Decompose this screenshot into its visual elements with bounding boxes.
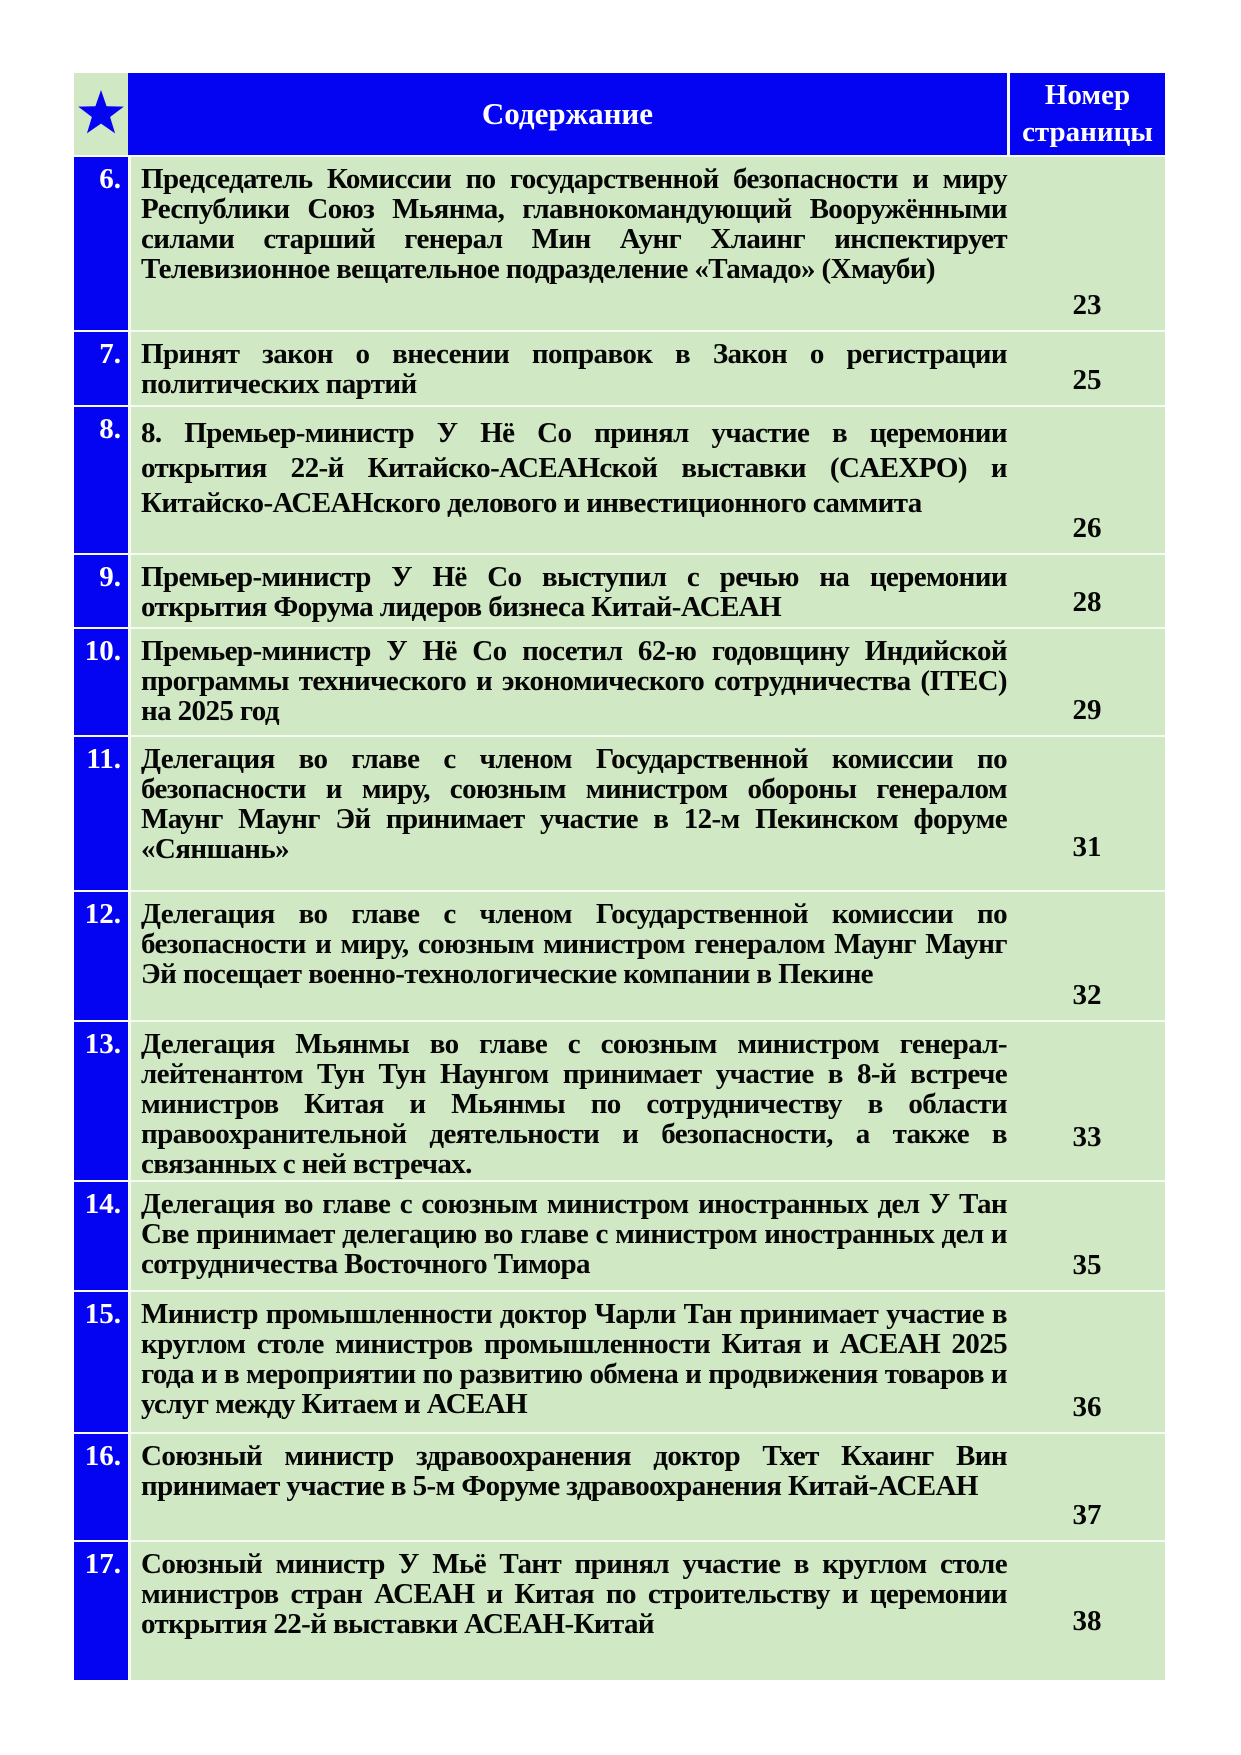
toc-row — [74, 1180, 1165, 1290]
toc-entry-text: Председатель Комиссии по государственной безопасности и миру Республики Союз Мьянма, главнокомандующий Вооружёнными силами старший генерал Мин Аунг Хлаинг инспектирует Телевизионное вещательное подразделение «Тамадо» (Хмауби) — [141, 163, 1007, 285]
toc-row — [74, 155, 1165, 330]
page-number: 35 — [1072, 1249, 1102, 1281]
entry-number: 9. — [74, 555, 128, 627]
toc-entry-text: Делегация во главе с членом Государственной комиссии по безопасности и миру, союзным министром генералом Маунг Маунг Эй посещает военно-технологические компании в Пекине — [141, 898, 1007, 990]
entry-number: 15. — [74, 1292, 128, 1432]
entry-cell — [128, 1542, 1165, 1680]
star-icon — [76, 89, 126, 139]
toc-row — [74, 1020, 1165, 1180]
entry-number: 13. — [74, 1022, 128, 1180]
page-number: 36 — [1072, 1391, 1102, 1423]
page-number: 38 — [1072, 1605, 1102, 1637]
entry-number: 11. — [74, 737, 128, 890]
page-number: 26 — [1072, 512, 1102, 544]
toc-entry-text: Министр промышленности доктор Чарли Тан принимает участие в круглом столе министров промышленности Китая и АСЕАН 2025 года и в мероприятии по развитию обмена и продвижения товаров и услуг между Китаем и АСЕАН — [141, 1298, 1007, 1420]
page-number: 37 — [1072, 1499, 1102, 1531]
toc-row — [74, 553, 1165, 627]
page-number: 33 — [1072, 1121, 1102, 1153]
entry-cell — [128, 555, 1165, 627]
entry-cell — [128, 892, 1165, 1020]
toc-entry-text: Делегация Мьянмы во главе с союзным министром генерал-лейтенантом Тун Тун Наунгом принимает участие в 8-й встрече министров Китая и Мьянмы по сотрудничеству в области правоохранительной деятельности и безопасности, а также в связанных с ней встречах. — [141, 1028, 1007, 1180]
entry-number: 10. — [74, 629, 128, 735]
contents-header-label: Содержание — [128, 73, 1007, 155]
toc-row — [74, 1540, 1165, 1680]
entry-number: 7. — [74, 332, 128, 405]
entry-cell — [128, 332, 1165, 405]
entry-cell — [128, 1182, 1165, 1290]
entry-number: 6. — [74, 157, 128, 330]
toc-header-row — [74, 73, 1165, 155]
entry-number: 16. — [74, 1434, 128, 1540]
page-number: 29 — [1072, 694, 1102, 726]
toc-row — [74, 627, 1165, 735]
page-number: 32 — [1072, 979, 1102, 1011]
toc-row — [74, 735, 1165, 890]
toc-entry-text: Премьер-министр У Нё Со выступил с речью на церемонии открытия Форума лидеров бизнеса Китай-АСЕАН — [141, 561, 1007, 623]
toc-entry-text: Делегация во главе с членом Государственной комиссии по безопасности и миру, союзным министром обороны генералом Маунг Маунг Эй принимает участие в 12-м Пекинском форуме «Сяншань» — [141, 743, 1007, 865]
entry-number: 12. — [74, 892, 128, 1020]
entry-cell — [128, 157, 1165, 330]
star-cell — [74, 73, 128, 155]
entry-number: 8. — [74, 407, 128, 553]
entry-number: 14. — [74, 1182, 128, 1290]
page-number-header-label: Номер страницы — [1007, 73, 1165, 155]
toc-entry-text: 8. Премьер-министр У Нё Со принял участие в церемонии открытия 22-й Китайско-АСЕАНской выставки (CAEXPO) и Китайско-АСЕАНского делового и инвестиционного саммита — [141, 417, 1007, 519]
toc-row — [74, 1290, 1165, 1432]
table-of-contents — [74, 73, 1165, 1680]
toc-row — [74, 330, 1165, 405]
entry-cell — [128, 407, 1165, 553]
toc-entry-text: Делегация во главе с союзным министром иностранных дел У Тан Све принимает делегацию во главе с министром иностранных дел и сотрудничества Восточного Тимора — [141, 1188, 1007, 1280]
toc-row — [74, 405, 1165, 553]
entry-cell — [128, 737, 1165, 890]
page-number: 25 — [1072, 364, 1102, 396]
page-number: 31 — [1072, 831, 1102, 863]
entry-cell — [128, 1292, 1165, 1432]
entry-cell — [128, 629, 1165, 735]
toc-entry-text: Принят закон о внесении поправок в Закон о регистрации политических партий — [141, 338, 1007, 400]
toc-row — [74, 890, 1165, 1020]
entry-cell — [128, 1434, 1165, 1540]
toc-entry-text: Премьер-министр У Нё Со посетил 62-ю годовщину Индийской программы технического и экономического сотрудничества (ITEC) на 2025 год — [141, 635, 1007, 727]
toc-entry-text: Союзный министр У Мьё Тант принял участие в круглом столе министров стран АСЕАН и Китая по строительству и церемонии открытия 22-й выставки АСЕАН-Китай — [141, 1548, 1007, 1640]
toc-row — [74, 1432, 1165, 1540]
entry-number: 17. — [74, 1542, 128, 1680]
entry-cell — [128, 1022, 1165, 1180]
toc-entry-text: Союзный министр здравоохранения доктор Тхет Кхаинг Вин принимает участие в 5-м Форуме здравоохранения Китай-АСЕАН — [141, 1440, 1007, 1502]
page-number: 23 — [1072, 289, 1102, 321]
page-number: 28 — [1072, 586, 1102, 618]
